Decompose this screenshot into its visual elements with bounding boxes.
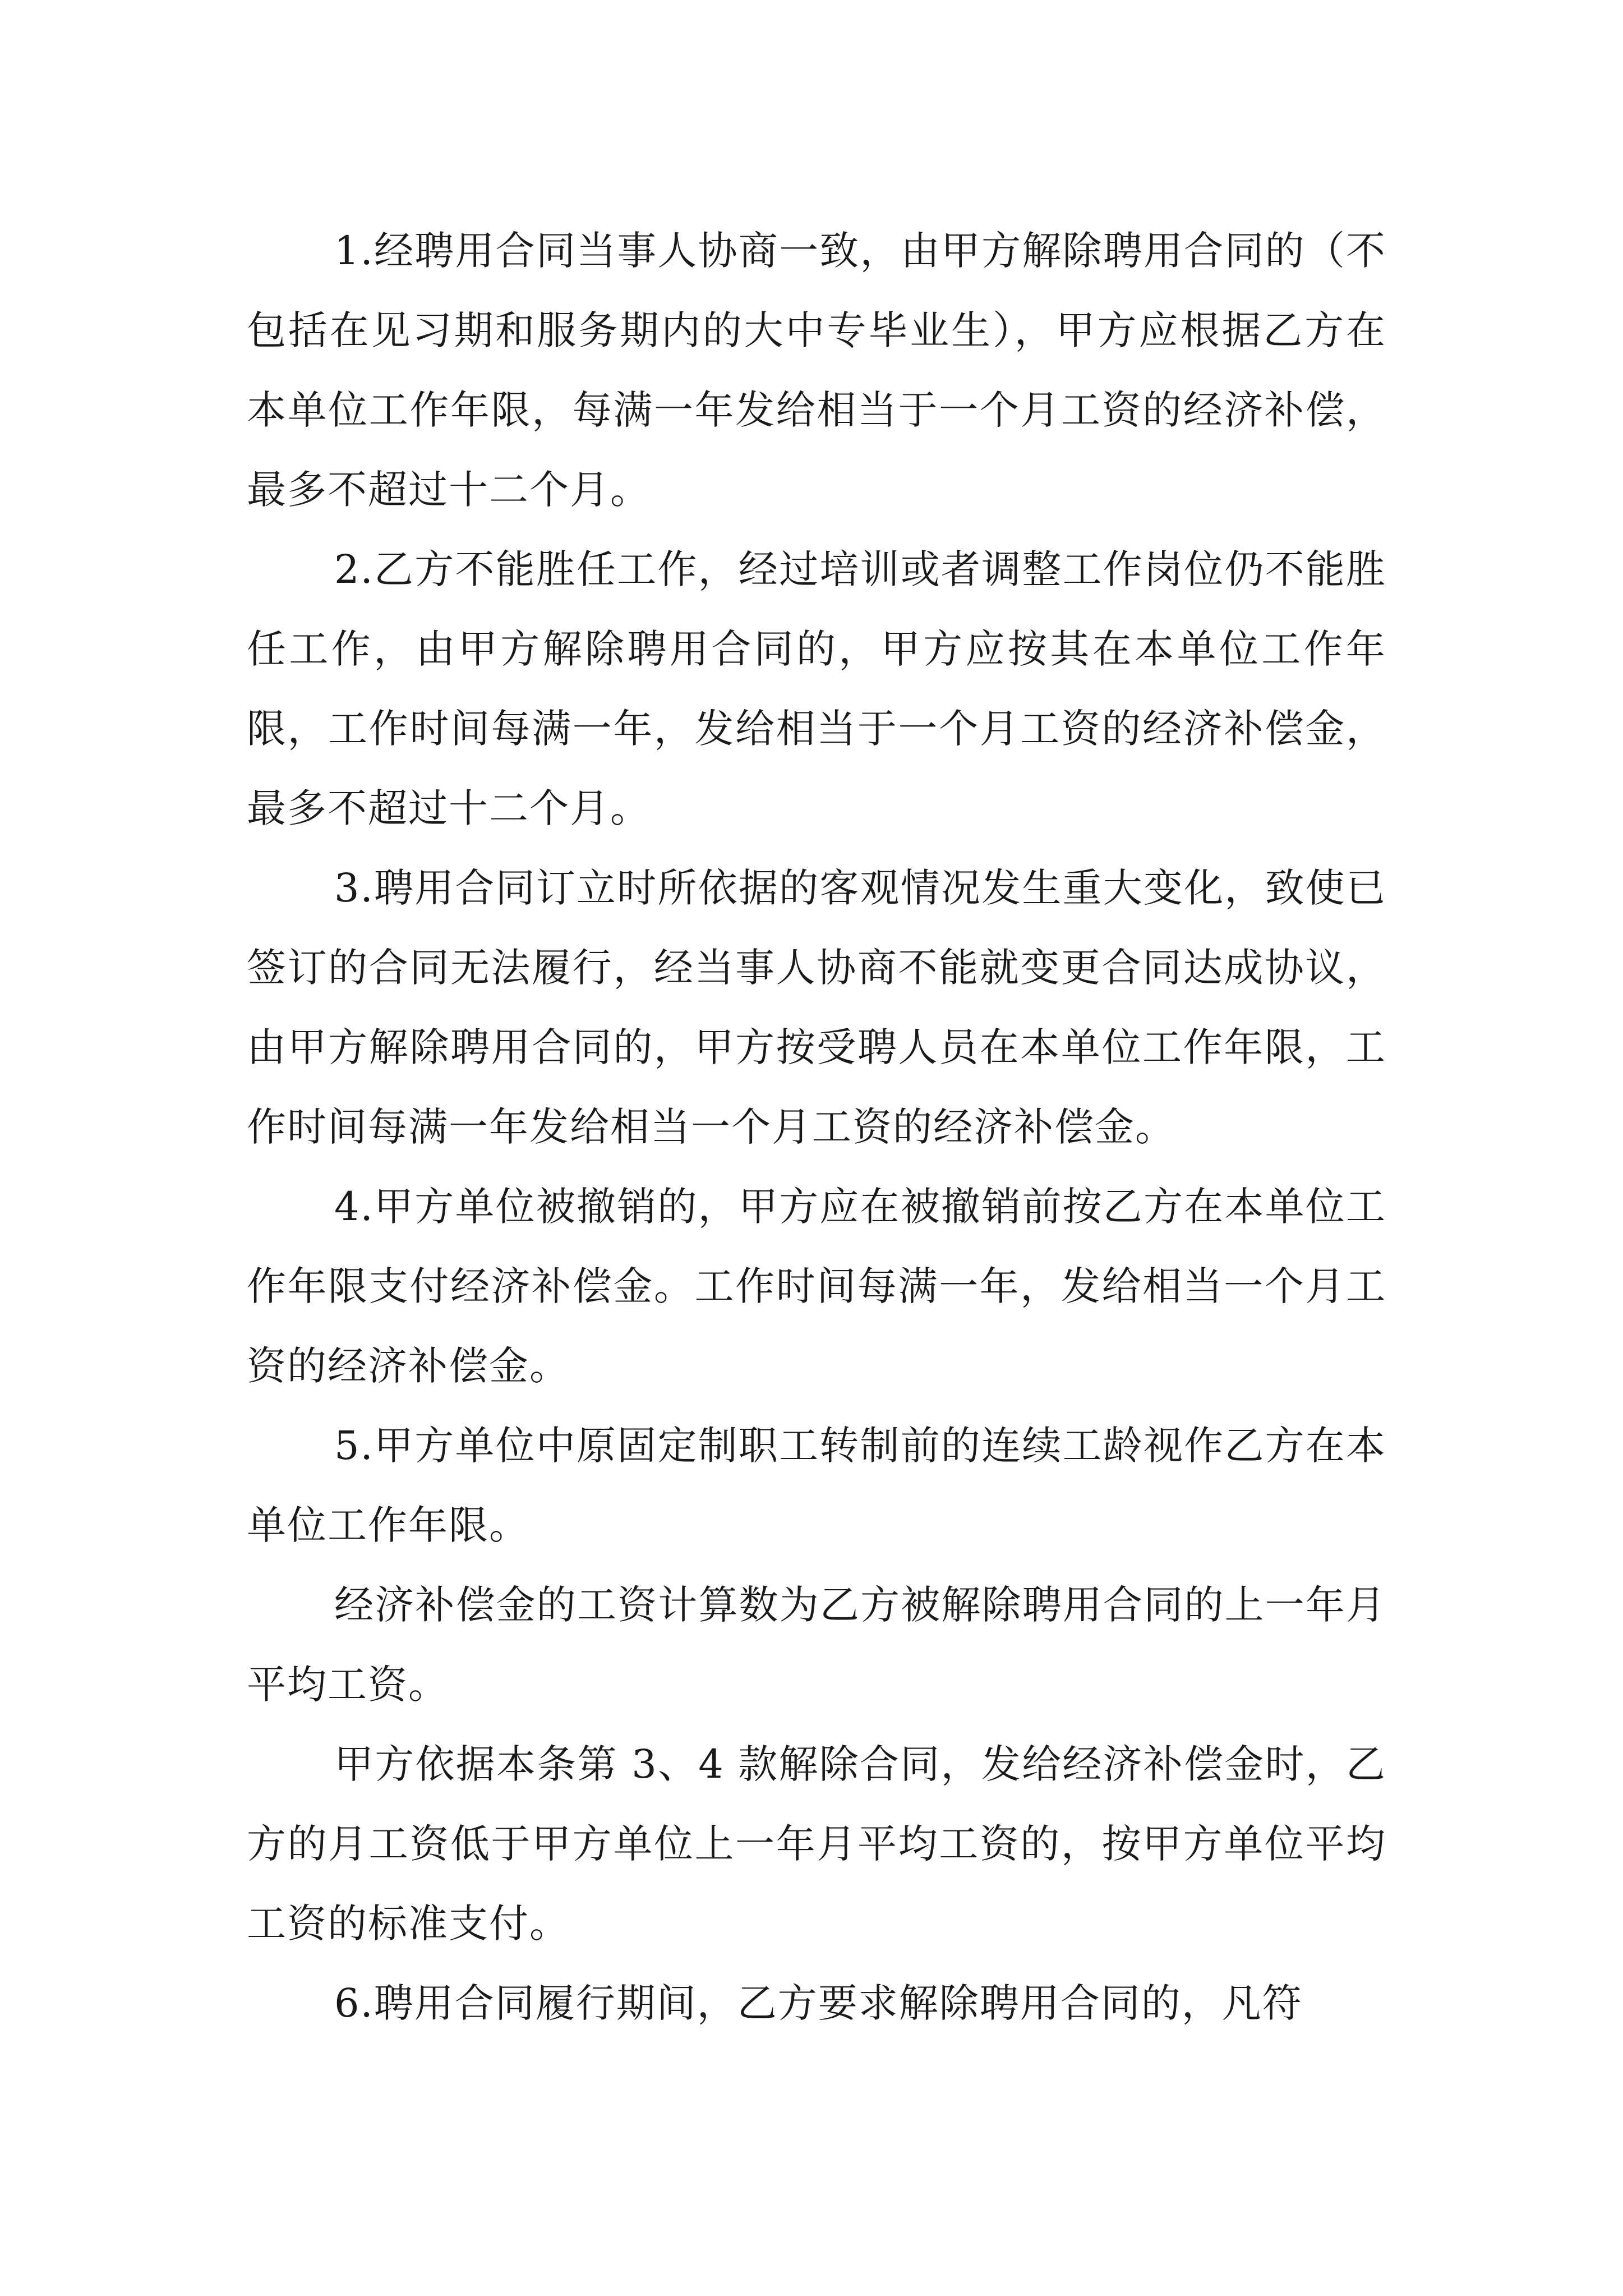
document-body — [247, 211, 1386, 2043]
paragraph-clause-4: 4.甲方单位被撤销的，甲方应在被撤销前按乙方在本单位工作年限支付经济补偿金。工作时间每满一年，发给相当一个月工资的经济补偿金。 — [247, 1184, 1386, 1389]
paragraph-compensation-basis: 经济补偿金的工资计算数为乙方被解除聘用合同的上一年月平均工资。 — [247, 1582, 1386, 1708]
paragraph-clause-3: 3.聘用合同订立时所依据的客观情况发生重大变化，致使已签订的合同无法履行，经当事人协商不能就变更合同达成协议，由甲方解除聘用合同的，甲方按受聘人员在本单位工作年限，工作时间每满一年发给相当一个月工资的经济补偿金。 — [247, 865, 1386, 1150]
paragraph-clause-6: 6.聘用合同履行期间，乙方要求解除聘用合同的，凡符 — [334, 1980, 1303, 2026]
paragraph-compensation-standard: 甲方依据本条第 3、4 款解除合同，发给经济补偿金时，乙方的月工资低于甲方单位上一年月平均工资的，按甲方单位平均工资的标准支付。 — [247, 1741, 1386, 1947]
paragraph-clause-2: 2.乙方不能胜任工作，经过培训或者调整工作岗位仍不能胜任工作，由甲方解除聘用合同的，甲方应按其在本单位工作年限，工作时间每满一年，发给相当于一个月工资的经济补偿金，最多不超过十二个月。 — [247, 546, 1386, 831]
paragraph-clause-1: 1.经聘用合同当事人协商一致，由甲方解除聘用合同的（不包括在见习期和服务期内的大中专毕业生），甲方应根据乙方在本单位工作年限，每满一年发给相当于一个月工资的经济补偿，最多不超过十二个月。 — [247, 228, 1386, 513]
paragraph-clause-5: 5.甲方单位中原固定制职工转制前的连续工龄视作乙方在本单位工作年限。 — [247, 1423, 1386, 1548]
